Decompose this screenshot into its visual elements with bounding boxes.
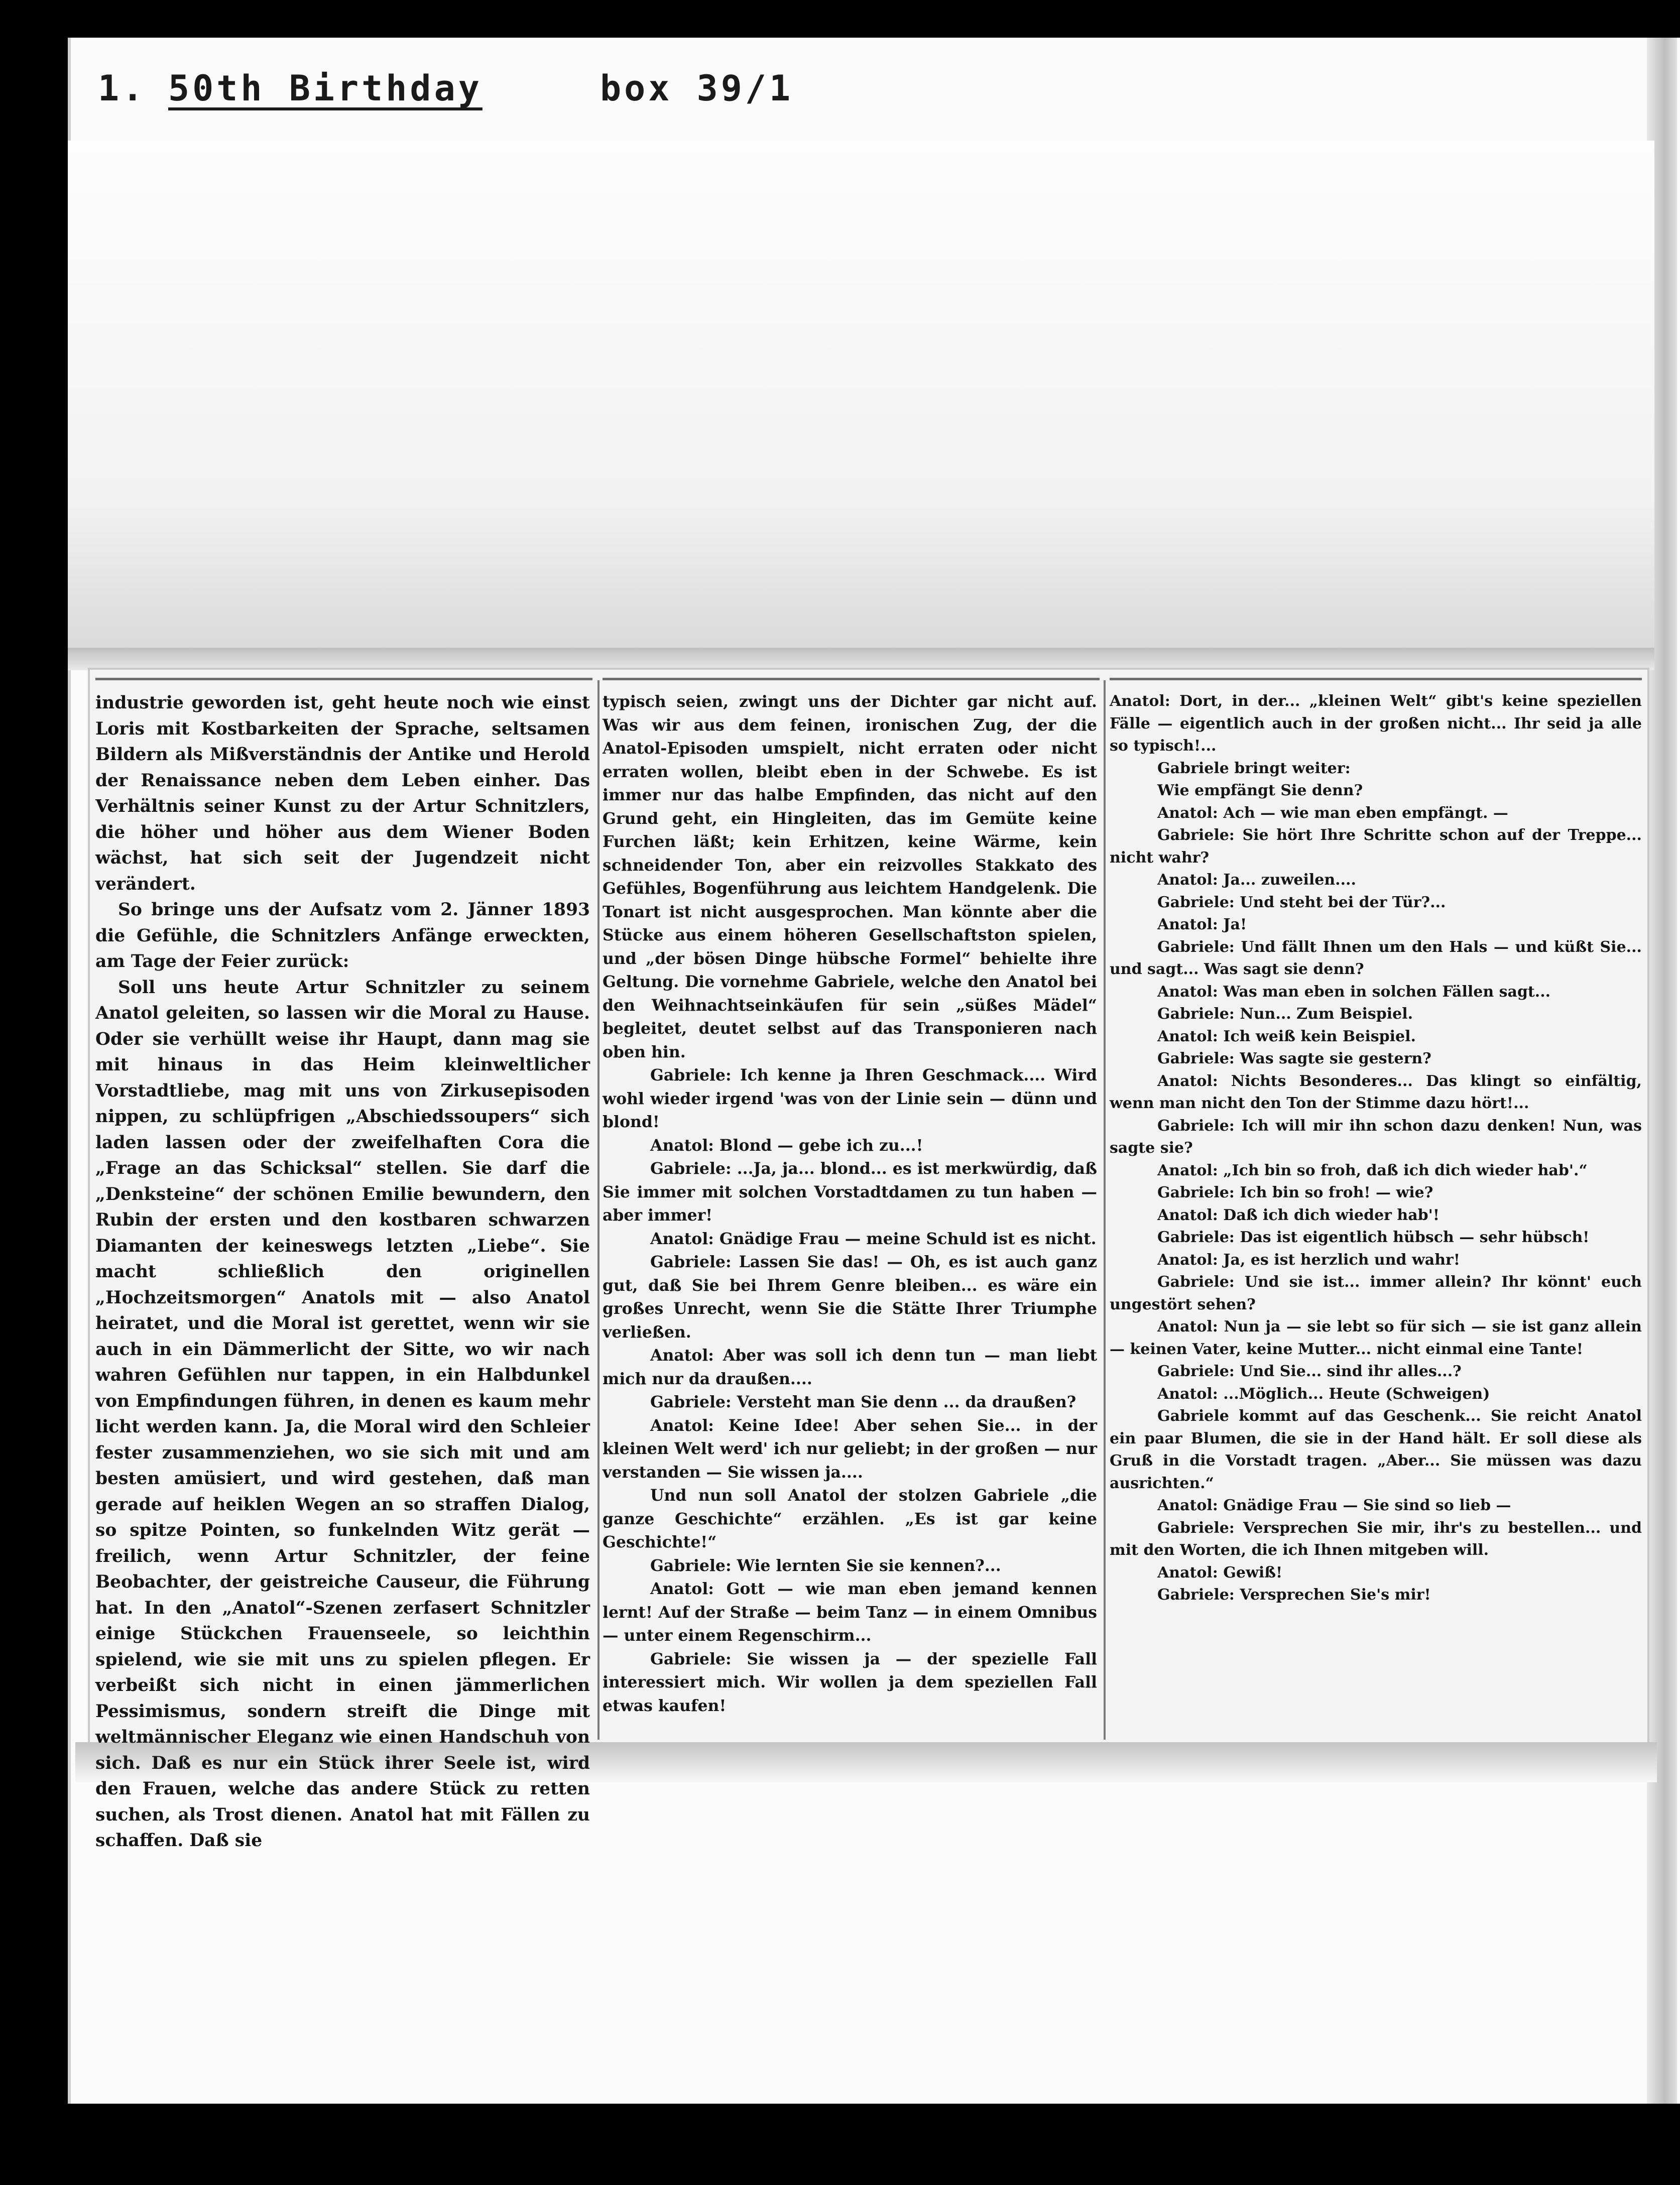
article-column-2 xyxy=(603,690,1097,1735)
article-paragraph: Anatol: Ach — wie man eben empfängt. — xyxy=(1157,804,1508,822)
column-divider xyxy=(597,680,599,1740)
article-paragraph: Gabriele: Nun... Zum Beispiel. xyxy=(1157,1005,1413,1023)
article-paragraph: Anatol: Ich weiß kein Beispiel. xyxy=(1157,1027,1416,1045)
column-divider xyxy=(1104,680,1106,1740)
article-paragraph: Anatol: Was man eben in solchen Fällen sagt... xyxy=(1157,983,1551,1001)
article-paragraph: Anatol: Nichts Besonderes... Das klingt so einfältig, wenn man nicht den Ton der Stimme dazu hört!... xyxy=(1110,1072,1642,1112)
article-paragraph: Gabriele: Ich kenne ja Ihren Geschmack.... Wird wohl wieder irgend 'was von der Linie sein — dünn und blond! xyxy=(603,1066,1097,1131)
article-paragraph: Soll uns heute Artur Schnitzler zu seinem Anatol geleiten, so lassen wir die Moral zu Hause. Oder sie verhüllt weise ihr Haupt, dann mag sie mit hinaus in das Heim kleinweltlicher Vorstadtliebe, mag mit uns von Zirkusepisoden nippen, zu schlüpfrigen „Abschiedssoupers“ sich laden lassen oder der zweifelhaften Cora die „Frage an das Schicksal“ stellen. Sie darf die „Denksteine“ der schönen Emilie bewundern, den Rubin der ersten und den kostbaren schwarzen Diamanten der keineswegs letzten „Liebe“. Sie macht schließlich den originellen „Hochzeitsmorgen“ Anatols mit — also Anatol heiratet, und die Moral ist gerettet, wenn wir sie auch in ein Dämmerlicht der Sitte, wo wir nach wahren Gefühlen nur tappen, in ein Halbdunkel von Empfindungen führen, in denen es kaum mehr licht werden kann. Ja, die Moral wird den Schleier fester zusammenziehen, wo sie sich mit und am besten amüsiert, und wird gestehen, daß man gerade auf heiklen Wegen an so straffen Dialog, so spitze Pointen, so funkelnden Witz gerät — freilich, wenn Artur Schnitzler, der feine Beobachter, der geistreiche Causeur, die Führung hat. In den „Anatol“-Szenen zerfasert Schnitzler einige Stückchen Frauenseele, so leichthin spielend, wie sie mit uns zu spielen pflegen. Er verbeißt sich nicht in einen jämmerlichen Pessimismus, sondern streift die Dinge mit weltmännischer Eleganz wie einen Handschuh von sich. Daß es nur ein Stück ihrer Seele ist, wird den Frauen, welche das andere Stück zu retten suchen, als Trost dienen. Anatol hat mit Fällen zu schaffen. Daß sie xyxy=(95,977,590,1851)
article-paragraph: Anatol: Ja, es ist herzlich und wahr! xyxy=(1157,1251,1460,1269)
article-paragraph: Gabriele: Lassen Sie das! — Oh, es ist auch ganz gut, daß Sie bei Ihrem Genre bleiben... es wäre ein großes Unrecht, wenn Sie die Stätte Ihrer Triumphe verließen. xyxy=(603,1253,1097,1342)
article-paragraph: Anatol: ...Möglich... Heute (Schweigen) xyxy=(1157,1385,1490,1403)
article-paragraph: Gabriele: Ich will mir ihn schon dazu denken! Nun, was sagte sie? xyxy=(1110,1117,1642,1157)
article-paragraph: Anatol: Gnädige Frau — Sie sind so lieb — xyxy=(1157,1497,1511,1514)
article-paragraph: Gabriele: Und sie ist... immer allein? Ihr könnt' euch ungestört sehen? xyxy=(1110,1273,1642,1313)
article-paragraph: Gabriele: Versprechen Sie's mir! xyxy=(1157,1586,1431,1604)
article-paragraph: Gabriele bringt weiter: xyxy=(1157,759,1351,777)
article-paragraph: Anatol: Nun ja — sie lebt so für sich — sie ist ganz allein — keinen Vater, keine Mutter... nicht einmal eine Tante! xyxy=(1110,1318,1642,1358)
column-top-rule xyxy=(603,678,1100,680)
article-paragraph: typisch seien, zwingt uns der Dichter gar nicht auf. Was wir aus dem feinen, ironischen Zug, der die Anatol-Episoden umspielt, nicht erraten oder nicht erraten wollen, bleibt eben in der Schwebe. Es ist immer nur das halbe Empfinden, das nicht auf den Grund geht, ein Hingleiten, das im Gemüte keine Furchen läßt; kein Erhitzen, keine Wärme, kein schneidender Ton, aber ein reizvolles Stakkato des Gefühles, Bogenführung aus leichtem Handgelenk. Die Tonart ist nicht ausgesprochen. Man könnte aber die Stücke aus einem höheren Gesellschaftston spielen, und „der bösen Dinge hübsche Formel“ behielte ihre Geltung. Die vornehme Gabriele, welche den Anatol bei den Weihnachtseinkäufen für sein „süßes Mädel“ begleitet, deutet selbst auf das Transponieren nach oben hin. xyxy=(603,692,1097,1061)
article-paragraph: Anatol: Ja! xyxy=(1157,916,1247,933)
article-paragraph: Gabriele: Und Sie... sind ihr alles...? xyxy=(1157,1363,1462,1380)
article-column-1 xyxy=(95,690,590,1851)
article-paragraph: Anatol: Daß ich dich wieder hab'! xyxy=(1157,1206,1440,1224)
column-top-rule xyxy=(1110,678,1642,680)
article-paragraph: Anatol: Gott — wie man eben jemand kennen lernt! Auf der Straße — beim Tanz — in einem Omnibus — unter einem Regenschirm... xyxy=(603,1580,1097,1645)
article-paragraph: Anatol: Keine Idee! Aber sehen Sie... in der kleinen Welt werd' ich nur geliebt; in der großen — nur verstanden — Sie wissen ja.... xyxy=(603,1416,1097,1482)
article-column-3 xyxy=(1110,690,1642,1735)
article-paragraph: Wie empfängt Sie denn? xyxy=(1157,782,1363,799)
article-paragraph: Und nun soll Anatol der stolzen Gabriele „die ganze Geschichte“ erzählen. „Es ist gar keine Geschichte!“ xyxy=(603,1486,1097,1551)
article-paragraph: Anatol: Ja... zuweilen.... xyxy=(1157,871,1356,889)
article-paragraph: Anatol: Gnädige Frau — meine Schuld ist es nicht. xyxy=(650,1229,1097,1248)
header-number: 1. xyxy=(98,68,147,109)
article-paragraph: Anatol: „Ich bin so froh, daß ich dich wieder hab'.“ xyxy=(1157,1161,1588,1179)
article-paragraph: Gabriele: Und fällt Ihnen um den Hals — und küßt Sie... und sagt... Was sagt sie denn? xyxy=(1110,938,1642,978)
header-title: 50th Birthday xyxy=(168,68,483,109)
article-paragraph: Gabriele kommt auf das Geschenk... Sie reicht Anatol ein paar Blumen, die sie in der Hand hält. Er soll diese als Gruß in die Vorstadt tragen. „Aber... Sie müssen was dazu ausrichten.“ xyxy=(1110,1407,1642,1492)
clipping-torn-edge xyxy=(68,648,1654,670)
column-top-rule xyxy=(95,678,592,680)
article-paragraph: Anatol: Gewiß! xyxy=(1157,1563,1283,1582)
article-paragraph: Gabriele: Ich bin so froh! — wie? xyxy=(1157,1184,1433,1201)
article-paragraph: Gabriele: Wie lernten Sie sie kennen?... xyxy=(650,1556,1001,1575)
article-paragraph: Gabriele: Das ist eigentlich hübsch — sehr hübsch! xyxy=(1157,1229,1590,1246)
article-paragraph: Anatol: Dort, in der... „kleinen Welt“ gibt's keine speziellen Fälle — eigentlich auch in der großen nicht... Ihr seid ja alle so typisch!... xyxy=(1110,692,1642,755)
article-paragraph: Gabriele: ...Ja, ja... blond... es ist merkwürdig, daß Sie immer mit solchen Vorstadtdamen zu tun haben — aber immer! xyxy=(603,1159,1097,1225)
article-paragraph: Anatol: Blond — gebe ich zu...! xyxy=(650,1136,923,1155)
article-paragraph: Gabriele: Sie wissen ja — der spezielle Fall interessiert mich. Wir wollen ja dem speziellen Fall etwas kaufen! xyxy=(603,1649,1097,1715)
blank-paper-area xyxy=(68,141,1654,653)
article-paragraph: Anatol: Aber was soll ich denn tun — man liebt mich nur da draußen.... xyxy=(603,1346,1097,1388)
article-paragraph: Gabriele: Versteht man Sie denn ... da draußen? xyxy=(650,1393,1076,1411)
header-box: box 39/1 xyxy=(600,68,794,109)
article-paragraph: Gabriele: Und steht bei der Tür?... xyxy=(1157,893,1446,911)
article-paragraph: So bringe uns der Aufsatz vom 2. Jänner 1893 die Gefühle, die Schnitzlers Anfänge erweckten, am Tage der Feier zurück: xyxy=(95,900,590,972)
article-paragraph: Gabriele: Versprechen Sie mir, ihr's zu bestellen... und mit den Worten, die ich Ihnen mitgeben will. xyxy=(1110,1519,1642,1559)
article-paragraph: Gabriele: Was sagte sie gestern? xyxy=(1157,1050,1431,1067)
article-paragraph: industrie geworden ist, geht heute noch wie einst Loris mit Kostbarkeiten der Sprache, seltsamen Bildern als Mißverständnis der Antike und Herold der Renaissance neben dem Leben einher. Das Verhältnis seiner Kunst zu der Artur Schnitzlers, die höher und höher aus dem Wiener Boden wächst, hat sich seit der Jugendzeit nicht verändert. xyxy=(95,693,590,894)
article-paragraph: Gabriele: Sie hört Ihre Schritte schon auf der Treppe... nicht wahr? xyxy=(1110,826,1642,867)
